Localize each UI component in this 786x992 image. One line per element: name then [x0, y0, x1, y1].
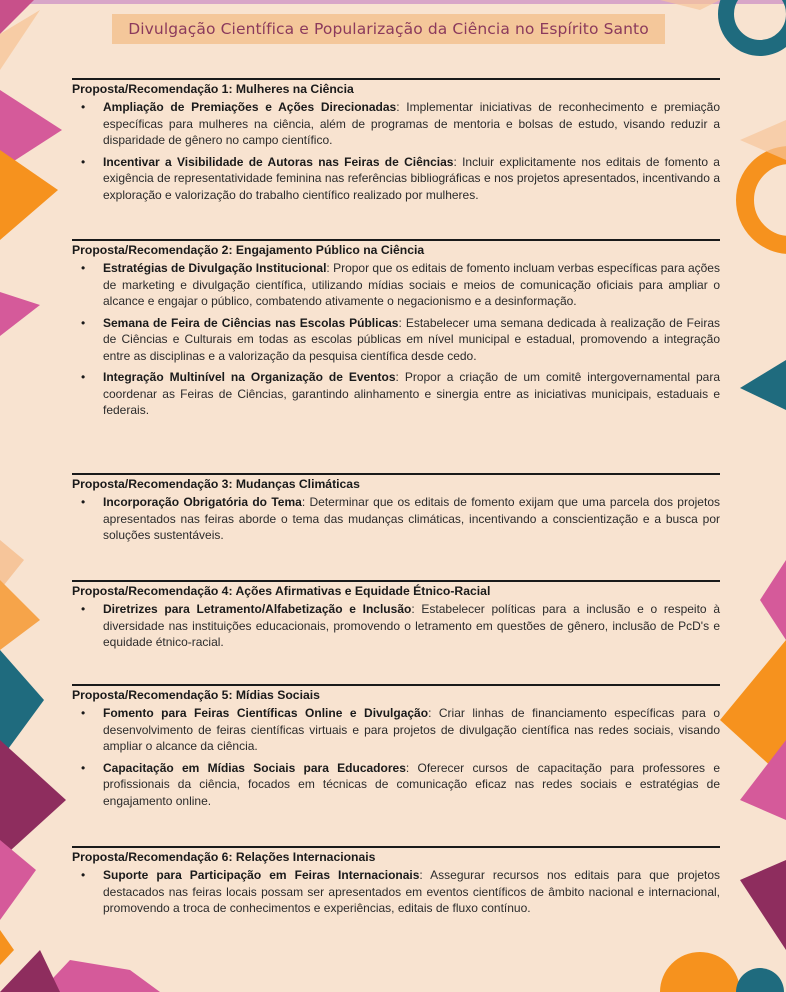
- item-text: [103, 601, 720, 651]
- item-description: : Determinar que os editais de fomento exijam que uma parcela dos projetos apresentados nas feiras aborde o tema das mudanças climáticas, incentivando a conscientização e a busca por soluções sustentáveis.: [103, 495, 720, 542]
- proposal-section-4: [72, 580, 720, 656]
- item-description: : Criar linhas de financiamento específicas para o desenvolvimento de feiras científicas virtuais e para projetos de divulgação científica nas redes sociais, visando ampliar o alcance da ciência.: [103, 706, 720, 753]
- item-title: Integração Multinível na Organização de Eventos: [103, 370, 396, 384]
- list-item: [72, 369, 720, 419]
- list-item: [72, 760, 720, 810]
- bullet-icon: •: [81, 495, 86, 509]
- item-title: Fomento para Feiras Científicas Online e Divulgação: [103, 706, 429, 720]
- section-divider: [72, 473, 720, 475]
- list-item: [72, 601, 720, 651]
- proposal-section-2: [72, 239, 720, 424]
- section-heading: Proposta/Recomendação 3: Mudanças Climáticas: [72, 477, 360, 491]
- proposal-section-3: [72, 473, 720, 549]
- list-item: [72, 494, 720, 544]
- bullet-icon: •: [81, 315, 86, 330]
- section-divider: [72, 580, 720, 582]
- item-description: : Estabelecer uma semana dedicada à realização de Feiras de Ciências e Culturais em todas as escolas públicas em nível municipal e estadual, promovendo a integração entre as disciplinas e a valorização da pesquisa científica desde cedo.: [103, 315, 720, 363]
- item-text: [103, 315, 720, 365]
- list-item: [72, 867, 720, 917]
- bullet-icon: •: [81, 706, 86, 720]
- item-title: Incentivar a Visibilidade de Autoras nas Feiras de Ciências: [103, 154, 454, 169]
- item-text: [103, 369, 720, 419]
- item-title: Estratégias de Divulgação Institucional: [103, 261, 327, 275]
- item-title: Semana de Feira de Ciências nas Escolas Públicas: [103, 315, 399, 330]
- section-heading: Proposta/Recomendação 5: Mídias Sociais: [72, 688, 320, 702]
- item-text: [103, 867, 720, 917]
- list-item: [72, 315, 720, 365]
- bullet-icon: •: [81, 370, 86, 384]
- item-description: : Implementar iniciativas de reconhecimento e premiação específicas para mulheres na ciência, além de programas de mentoria e bolsas de estudo, visando reduzir a disparidade de gênero no campo científico.: [103, 100, 720, 147]
- item-description: : Incluir explicitamente nos editais de fomento a exigência de representatividade feminina nas referências bibliográficas e nos projetos apresentados, incentivando a exploração e valorização do trabalho científico realizado por mulheres.: [103, 154, 720, 202]
- item-title: Incorporação Obrigatória do Tema: [103, 495, 302, 509]
- list-item: [72, 705, 720, 755]
- bullet-icon: •: [81, 868, 86, 882]
- section-divider: [72, 78, 720, 80]
- item-text: [103, 154, 720, 204]
- item-description: : Estabelecer políticas para a inclusão e o respeito à diversidade nas instituições educacionais, promovendo o letramento em questões de gênero, inclusão de PcD's e equidade étnico-racial.: [103, 602, 720, 649]
- list-item: [72, 260, 720, 310]
- proposal-section-6: [72, 846, 720, 922]
- item-text: [103, 760, 720, 810]
- proposal-section-1: [72, 78, 720, 208]
- section-heading: Proposta/Recomendação 1: Mulheres na Ciência: [72, 82, 354, 96]
- bullet-icon: •: [81, 154, 86, 169]
- section-divider: [72, 846, 720, 848]
- title-banner: [112, 14, 665, 44]
- bullet-icon: •: [81, 602, 86, 616]
- item-description: : Oferecer cursos de capacitação para professores e profissionais da ciência, focados em técnicas de comunicação eficaz nas redes sociais e estratégias de engajamento online.: [103, 760, 720, 808]
- item-description: : Propor a criação de um comitê intergovernamental para coordenar as Feiras de Ciências, garantindo alinhamento e sinergia entre as iniciativas municipais, estaduais e federais.: [103, 370, 720, 417]
- item-text: [103, 99, 720, 149]
- bullet-list: [72, 601, 720, 651]
- item-title: Ampliação de Premiações e Ações Direcionadas: [103, 100, 397, 114]
- bullet-list: [72, 705, 720, 809]
- bullet-list: [72, 867, 720, 917]
- item-text: [103, 705, 720, 755]
- item-text: [103, 494, 720, 544]
- bullet-icon: •: [81, 261, 86, 275]
- item-description: : Propor que os editais de fomento incluam verbas específicas para ações de marketing e divulgação científica, utilizando mídias sociais e meios de comunicação oficiais para ampliar o alcance e engajar o público, combatendo ativamente o negacionismo e a desinformação.: [103, 261, 720, 308]
- section-divider: [72, 239, 720, 241]
- page-title: Divulgação Científica e Popularização da Ciência no Espírito Santo: [128, 20, 649, 38]
- item-text: [103, 260, 720, 310]
- list-item: [72, 154, 720, 204]
- bullet-list: [72, 99, 720, 203]
- section-heading: Proposta/Recomendação 4: Ações Afirmativas e Equidade Étnico-Racial: [72, 584, 491, 598]
- section-heading: Proposta/Recomendação 6: Relações Internacionais: [72, 850, 376, 864]
- bullet-icon: •: [81, 100, 86, 114]
- proposal-section-5: [72, 684, 720, 814]
- item-description: : Assegurar recursos nos editais para que projetos destacados nas feiras locais possam ser apresentados em eventos científicos de âmbito nacional e internacional, promovendo a troca de conhecimentos e experiências, editais de fluxo contínuo.: [103, 868, 720, 915]
- item-title: Capacitação em Mídias Sociais para Educadores: [103, 760, 406, 775]
- bullet-list: [72, 494, 720, 544]
- section-divider: [72, 684, 720, 686]
- bullet-icon: •: [81, 760, 86, 775]
- list-item: [72, 99, 720, 149]
- section-heading: Proposta/Recomendação 2: Engajamento Público na Ciência: [72, 243, 425, 257]
- item-title: Diretrizes para Letramento/Alfabetização e Inclusão: [103, 602, 412, 616]
- bullet-list: [72, 260, 720, 419]
- item-title: Suporte para Participação em Feiras Internacionais: [103, 868, 420, 882]
